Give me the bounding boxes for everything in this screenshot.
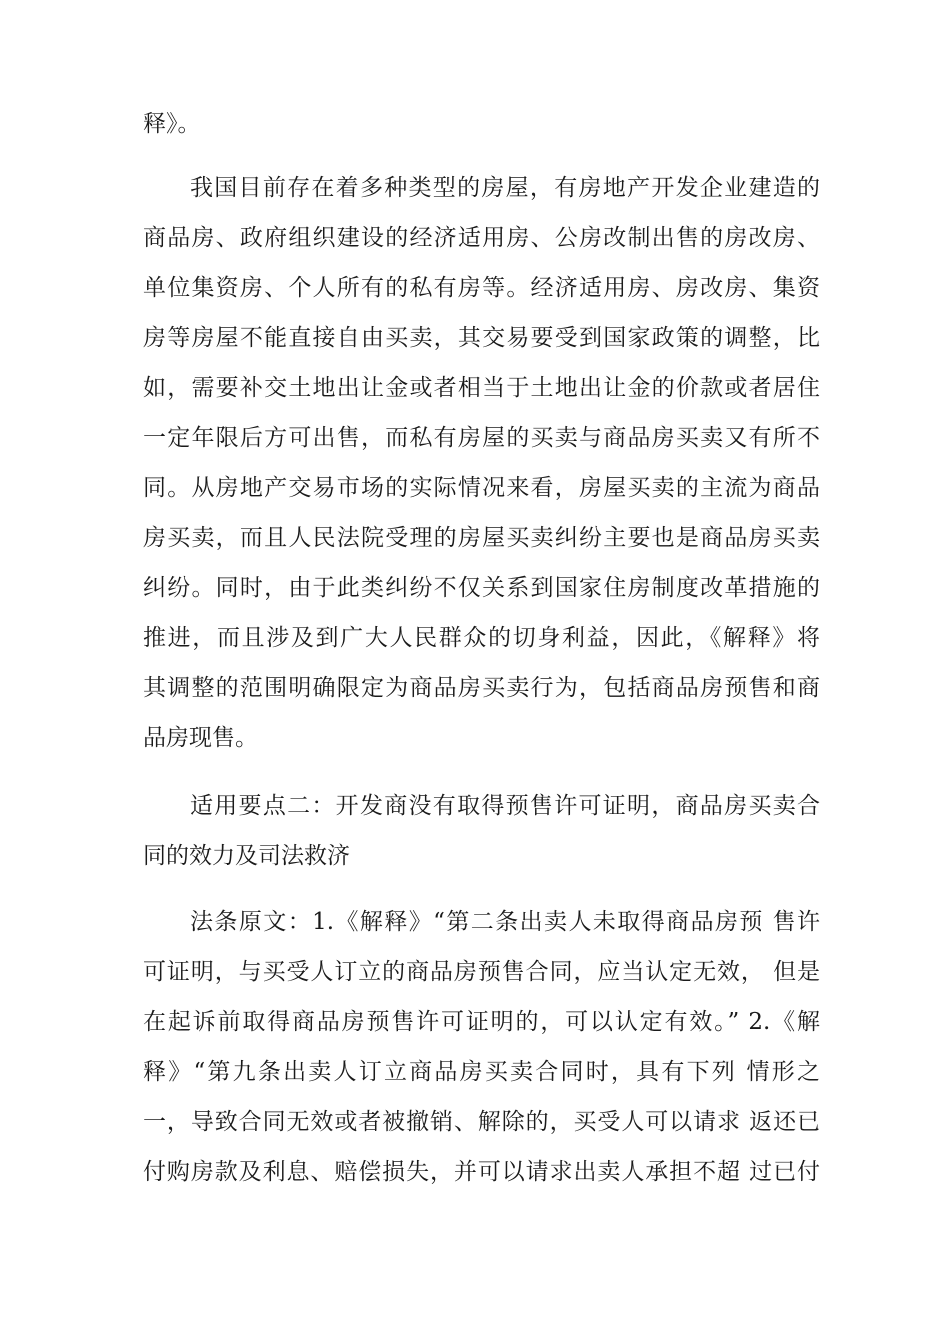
text-line: 同的效力及司法救济	[143, 843, 350, 869]
text-line: 推进，而且涉及到广大人民群众的切身利益，因此，《解释》将	[143, 625, 820, 651]
text-line: 可证明，与买受人订立的商品房预售合同，应当认定无效， 但是	[143, 959, 820, 985]
text-line: 品房现售。	[143, 725, 258, 751]
text-line: 房等房屋不能直接自由买卖，其交易要受到国家政策的调整，比	[143, 325, 820, 351]
text-line: 释》“第九条出卖人订立商品房买卖合同时，具有下列 情形之	[143, 1059, 820, 1085]
text-line: 法条原文：1.《解释》“第二条出卖人未取得商品房预 售许	[190, 909, 820, 935]
text-line: 商品房、政府组织建设的经济适用房、公房改制出售的房改房、	[143, 225, 820, 251]
text-line: 付购房款及利息、赔偿损失，并可以请求出卖人承担不超 过已付	[143, 1159, 820, 1185]
text-line: 纠纷。同时，由于此类纠纷不仅关系到国家住房制度改革措施的	[143, 575, 820, 601]
text-line: 房买卖，而且人民法院受理的房屋买卖纠纷主要也是商品房买卖	[143, 525, 820, 551]
text-line: 其调整的范围明确限定为商品房买卖行为，包括商品房预售和商	[143, 675, 820, 701]
text-line: 释》。	[143, 111, 201, 137]
text-line: 在起诉前取得商品房预售许可证明的，可以认定有效。” 2.《解	[143, 1009, 820, 1035]
text-line: 我国目前存在着多种类型的房屋，有房地产开发企业建造的	[190, 175, 820, 201]
text-line: 一定年限后方可出售，而私有房屋的买卖与商品房买卖又有所不	[143, 425, 820, 451]
text-line: 适用要点二：开发商没有取得预售许可证明，商品房买卖合	[190, 793, 820, 819]
text-line: 如，需要补交土地出让金或者相当于土地出让金的价款或者居住	[143, 375, 820, 401]
text-line: 单位集资房、个人所有的私有房等。经济适用房、房改房、集资	[143, 275, 820, 301]
text-line: 同。从房地产交易市场的实际情况来看，房屋买卖的主流为商品	[143, 475, 820, 501]
text-line: 一，导致合同无效或者被撤销、解除的，买受人可以请求 返还已	[143, 1109, 820, 1135]
